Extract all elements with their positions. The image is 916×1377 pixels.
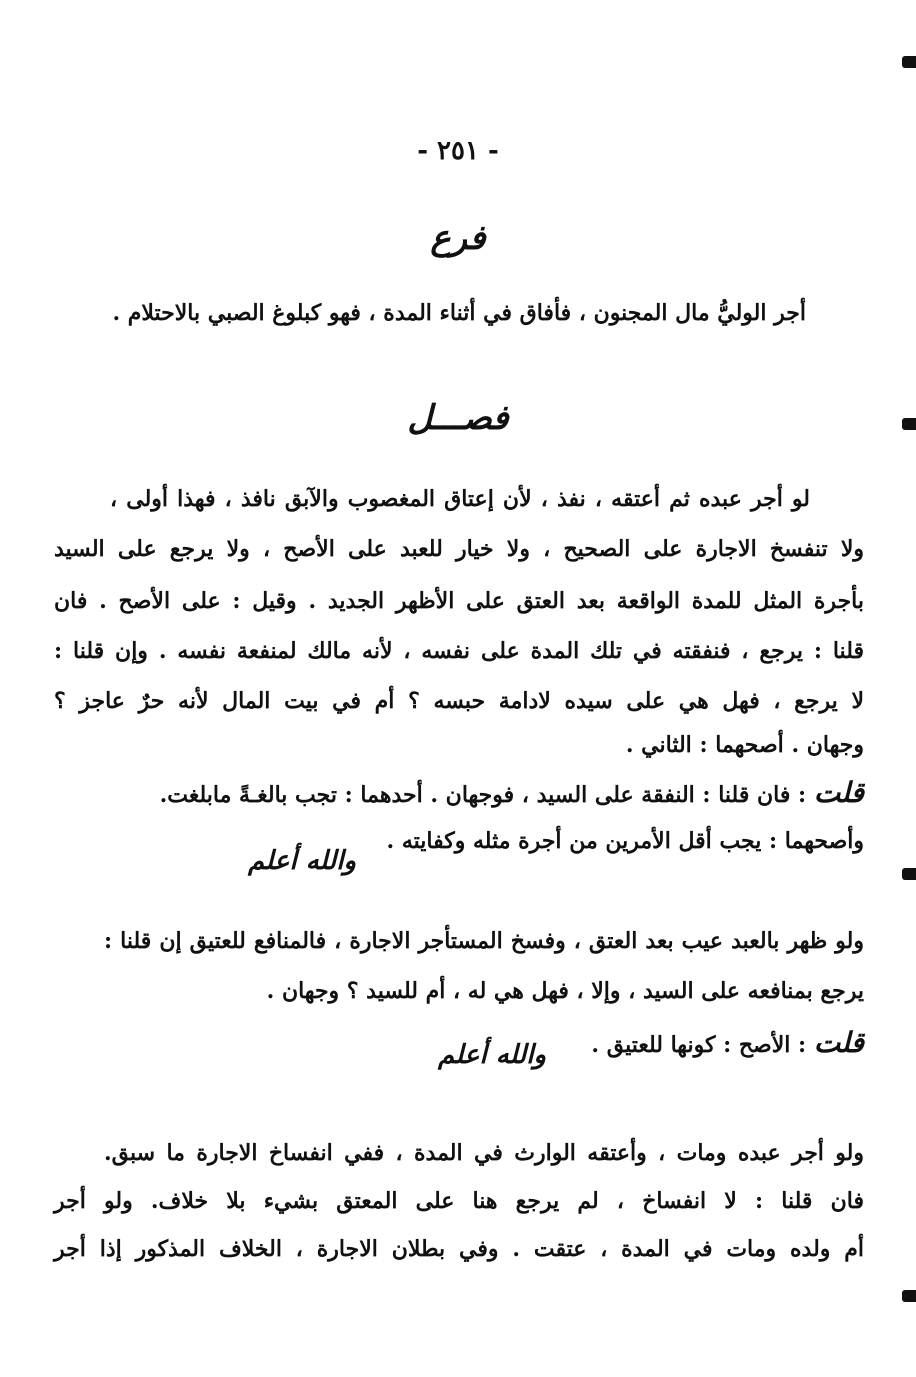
fasl-line: بأجرة المثل للمدة الواقعة بعد العتق على الأظهر الجديد . وقيل : على الأصح . فان	[54, 588, 864, 614]
fasl-line: لا يرجع ، فهل هي على سيده لادامة حبسه ؟ أم في بيت المال لأنه حرٌ عاجز ؟	[54, 688, 864, 714]
para2-line: يرجع بمنافعه على السيد ، وإلا ، فهل هي له ، أم للسيد ؟ وجهان .	[266, 978, 864, 1004]
far3-text: أجر الوليُّ مال المجنون ، فأفاق في أثناء المدة ، فهو كبلوغ الصبي بالاحتلام .	[112, 300, 806, 326]
fasl-line: لو أجر عبده ثم أعتقه ، نفذ ، لأن إعتاق المغصوب والآبق نافذ ، فهذا أولى ،	[110, 486, 810, 512]
closing-formula	[438, 1040, 546, 1071]
qult-paragraph-continued	[387, 826, 864, 856]
para3-line: ولو أجر عبده ومات ، وأعتقه الوارث في المدة ، ففي انفساخ الاجارة ما سبق.	[104, 1140, 864, 1166]
page-edge-mark	[902, 868, 916, 880]
closing-formula	[248, 846, 356, 877]
qult-label: قلت	[813, 776, 864, 809]
qult-label: قلت	[813, 1026, 864, 1059]
page-number: - ٢٥١ -	[417, 136, 499, 166]
qult-text: وأصحهما : يجب أقل الأمرين من أجرة مثله وكفايته .	[386, 828, 864, 854]
section-heading-fasl: فصـــل	[407, 398, 509, 438]
para3-line: أم ولده ومات في المدة ، عتقت . وفي بطلان الاجارة ، الخلاف المذكور إذا أجر	[54, 1236, 864, 1262]
fasl-line: ولا تنفسخ الاجارة على الصحيح ، ولا خيار للعبد على الأصح ، ولا يرجع على السيد	[54, 536, 864, 562]
fasl-line: قلنا : يرجع ، فنفقته في تلك المدة على نفسه ، لأنه مالك لمنفعة نفسه . وإن قلنا :	[54, 638, 864, 664]
section-heading-far3: فرع	[430, 218, 486, 258]
page-edge-mark	[902, 1290, 916, 1302]
qult-paragraph-2	[591, 1028, 864, 1060]
qult-text: : الأصح : كونها للعتيق .	[591, 1032, 814, 1058]
page-edge-mark	[902, 56, 916, 68]
waallah-alam: والله أعلم	[438, 1040, 546, 1070]
qult-text: : فان قلنا : النفقة على السيد ، فوجهان . أحدهما : تجب بالغـةً مابلغت.	[159, 782, 814, 808]
qult-paragraph	[54, 778, 864, 810]
fasl-line: وجهان . أصحهما : الثاني .	[625, 732, 864, 758]
waallah-alam: والله أعلم	[248, 846, 356, 876]
para3-line: فان قلنا : لا انفساخ ، لم يرجع هنا على المعتق بشيء بلا خلاف. ولو أجر	[54, 1188, 864, 1214]
para2-line: ولو ظهر بالعبد عيب بعد العتق ، وفسخ المستأجر الاجارة ، فالمنافع للعتيق إن قلنا :	[104, 928, 864, 954]
